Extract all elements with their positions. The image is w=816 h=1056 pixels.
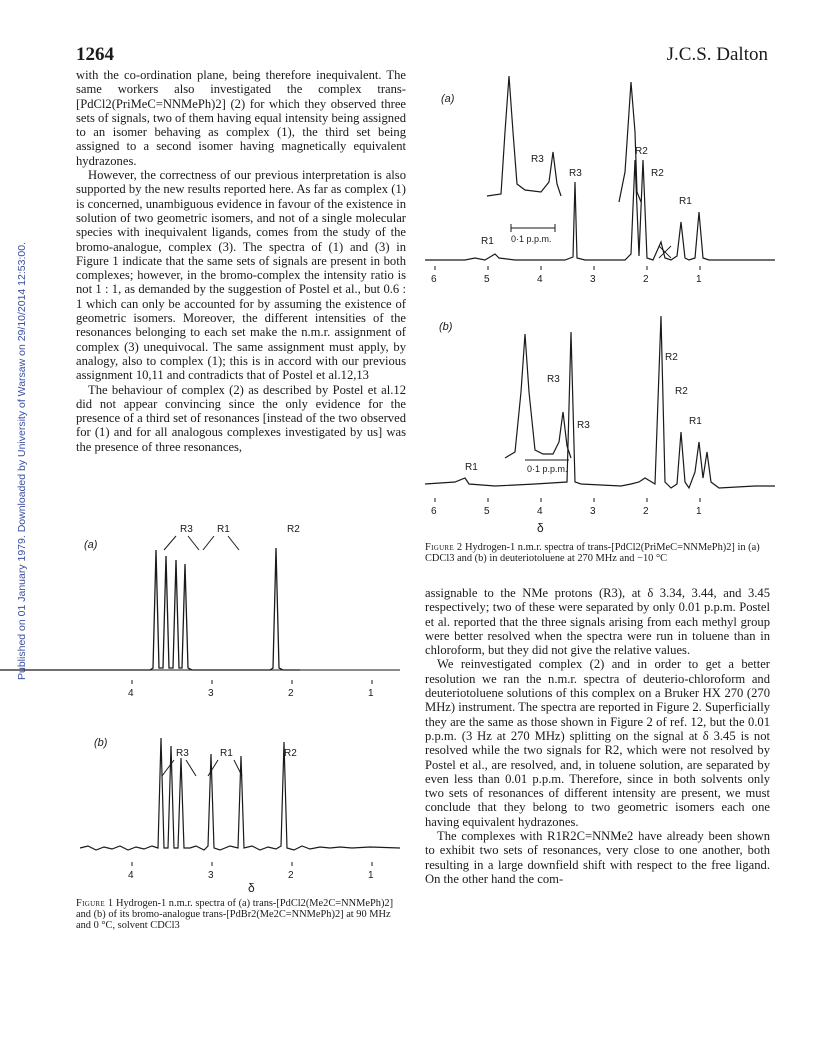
journal-title: J.C.S. Dalton <box>666 44 768 65</box>
fig2b-label-r1b: R1 <box>689 416 702 427</box>
figure-2 <box>425 72 775 535</box>
fig2a-axis <box>431 266 702 285</box>
figure-1-caption-text: Hydrogen-1 n.m.r. spectra of (a) trans-[PdCl2(Me2C=NNMePh)2] and (b) of its bromo-analogue trans-[PdBr2(Me2C=NNMePh)2] at 90 MHz and 0 °C, solvent CDCl3 <box>76 898 394 932</box>
fig2b-label-r3: R3 <box>577 420 590 431</box>
paragraph: with the co-ordination plane, being therefore inequivalent. The same workers also investigated the complex trans-[PdCl2(PriMeC=NNMePh)2] (2) for which they observed three sets of signals, two of them having equal intensity being assigned to an isomer behaving as complex (1), the third set being assigned to a second isomer having magnetically equivalent hydrazones. <box>76 68 406 168</box>
paragraph: assignable to the NMe protons (R3), at δ 3.34, 3.44, and 3.45 respectively; two of these were separated by only 0.01 p.p.m. Postel et al. reported that the three signals arising from each methyl group were better resolved when the spectra were run in toluene than in chloroform, but they did not give the relative values. <box>425 586 770 658</box>
fig2a-spectrum <box>425 160 775 260</box>
fig2b-inset <box>505 334 571 458</box>
fig2a-label-r1: R1 <box>481 236 494 247</box>
right-column <box>425 586 770 886</box>
fig1b-tick: 4 <box>128 870 134 881</box>
fig1b-panel-label: (b) <box>94 737 108 749</box>
page-number: 1264 <box>76 44 114 65</box>
fig1b-spectrum <box>80 738 400 850</box>
figure-1-spectra <box>80 520 400 895</box>
download-note <box>4 40 28 680</box>
fig2b-tick: 5 <box>484 506 490 517</box>
fig2a-tick: 1 <box>696 274 702 285</box>
download-note-text: Published on 01 January 1979. Downloaded by University of Warsaw on 29/10/2014 12:53:00. <box>16 242 28 680</box>
figure-2-caption <box>425 542 770 564</box>
fig1a-tick: 2 <box>288 688 294 699</box>
fig2b-label-r2b: R2 <box>675 386 688 397</box>
fig1b-tick: 3 <box>208 870 214 881</box>
figure-2-spectra <box>425 72 775 535</box>
figure-2-caption-text: Hydrogen-1 n.m.r. spectra of trans-[PdCl2(PriMeC=NNMePh)2] in (a) CDCl3 and (b) in deuteriotoluene at 270 MHz and −10 °C <box>425 542 760 565</box>
fig2b-tick: 4 <box>537 506 543 517</box>
fig2a-panel-label: (a) <box>441 93 455 105</box>
fig1b-tick: 2 <box>288 870 294 881</box>
fig2b-tick: 1 <box>696 506 702 517</box>
fig2b-scale-bar: 0·1 p.p.m. <box>527 464 568 474</box>
fig2b-axis <box>431 498 702 535</box>
fig2a-tick: 6 <box>431 274 437 285</box>
fig2a-tick: 3 <box>590 274 596 285</box>
fig2b-label-r1: R1 <box>465 462 478 473</box>
fig2a-label-r3: R3 <box>569 168 582 179</box>
fig2a-inset <box>487 76 561 196</box>
figure-1-caption <box>76 898 406 932</box>
fig2a-tick: 2 <box>643 274 649 285</box>
fig2b-label-r2: R2 <box>665 352 678 363</box>
fig1a-tick: 4 <box>128 688 134 699</box>
fig1a-label-r3: R3 <box>180 524 193 535</box>
fig1b-tick: 1 <box>368 870 374 881</box>
paragraph: However, the correctness of our previous interpretation is also supported by the new results reported here. As far as complex (1) is concerned, unambiguous evidence in favour of the existence in solution of two geometric isomers, and not of a single molecular species with inequivalent ligands, comes from the study of the bromo-analogue, complex (3). The spectra of (1) and (3) in Figure 1 indicate that the same sets of signals are present in both complexes; however, in the bromo-complex the intensity ratio is not 1 : 1, as demanded by the suggestion of Postel et al., but 0.6 : 1 which can only be accounted for by assuming the existence of geometric isomers. Moreover, the different intensities of the resonances belonging to each set make the n.m.r. assignment of complex (3) unequivocal. The same assignment must apply, by analogy, also to complex (1); this is in accord with our previous assignment 10,11 and contradicts that of Postel et al.12,13 <box>76 168 406 383</box>
fig2b-tick: 3 <box>590 506 596 517</box>
fig1b-axis <box>128 862 374 895</box>
fig2b-tick: 2 <box>643 506 649 517</box>
fig1a-panel-label: (a) <box>84 539 98 551</box>
fig1a-spectrum <box>0 548 300 670</box>
fig1-axis-label: δ <box>248 881 255 895</box>
fig2a-label-r1b: R1 <box>679 196 692 207</box>
fig2a-tick: 4 <box>537 274 543 285</box>
fig1a-tick: 3 <box>208 688 214 699</box>
fig1b-label-r3: R3 <box>176 748 189 759</box>
paragraph: The behaviour of complex (2) as described by Postel et al.12 did not appear convincing since the only evidence for the presence of a third set of resonances [instead of the two observed for (1) and for all analogous complexes investigated by us] was the presence of three resonances, <box>76 382 406 454</box>
fig2a-inset-r2 <box>619 82 641 202</box>
paragraph: The complexes with R1R2C=NNMe2 have already been shown to exhibit two sets of resonances, very close to one another, both resulting in a large downfield shift with respect to the free ligand. On the other hand the com- <box>425 829 770 886</box>
fig1a-label-r1: R1 <box>217 524 230 535</box>
fig2a-label-r2: R2 <box>651 168 664 179</box>
fig1a-axis <box>128 680 374 699</box>
fig2b-tick: 6 <box>431 506 437 517</box>
fig2b-inset-r3: R3 <box>547 374 560 385</box>
left-column <box>76 68 406 454</box>
fig2a-scale-bar: 0·1 p.p.m. <box>511 234 552 244</box>
fig2-axis-label: δ <box>537 521 544 535</box>
fig1a-label-r2: R2 <box>287 524 300 535</box>
figure-1 <box>80 520 400 895</box>
paragraph: We reinvestigated complex (2) and in order to get a better resolution we ran the n.m.r. spectra of deuterio-chloroform and deuteriotoluene solutions of this complex on a Bruker HX 270 (270 MHz) instrument. The spectra are reported in Figure 2. Superficially they are the same as those shown in Figure 2 of ref. 12, but the 0.01 p.p.m. (3 Hz at 270 MHz) splitting on the signal at δ 3.45 is not resolved while the two signals for R2, which were not resolved by Postel et al., are resolved, and, in toluene solution, are separated by even less than 0.01 p.p.m. Therefore, since in both solvents only two sets of resonances of different intensity are present, we must conclude that they belong to two geometric isomers each one having equivalent hydrazones. <box>425 657 770 829</box>
fig1a-tick: 1 <box>368 688 374 699</box>
fig1b-label-r2: R2 <box>284 748 297 759</box>
fig2a-inset-r2-label: R2 <box>635 146 648 157</box>
fig1b-label-r1: R1 <box>220 748 233 759</box>
figure-1-caption-head: Figure 1 <box>76 898 114 909</box>
fig2b-panel-label: (b) <box>439 321 453 333</box>
figure-2-caption-head: Figure 2 <box>425 542 463 553</box>
fig2a-tick: 5 <box>484 274 490 285</box>
fig2a-inset-r3: R3 <box>531 154 544 165</box>
